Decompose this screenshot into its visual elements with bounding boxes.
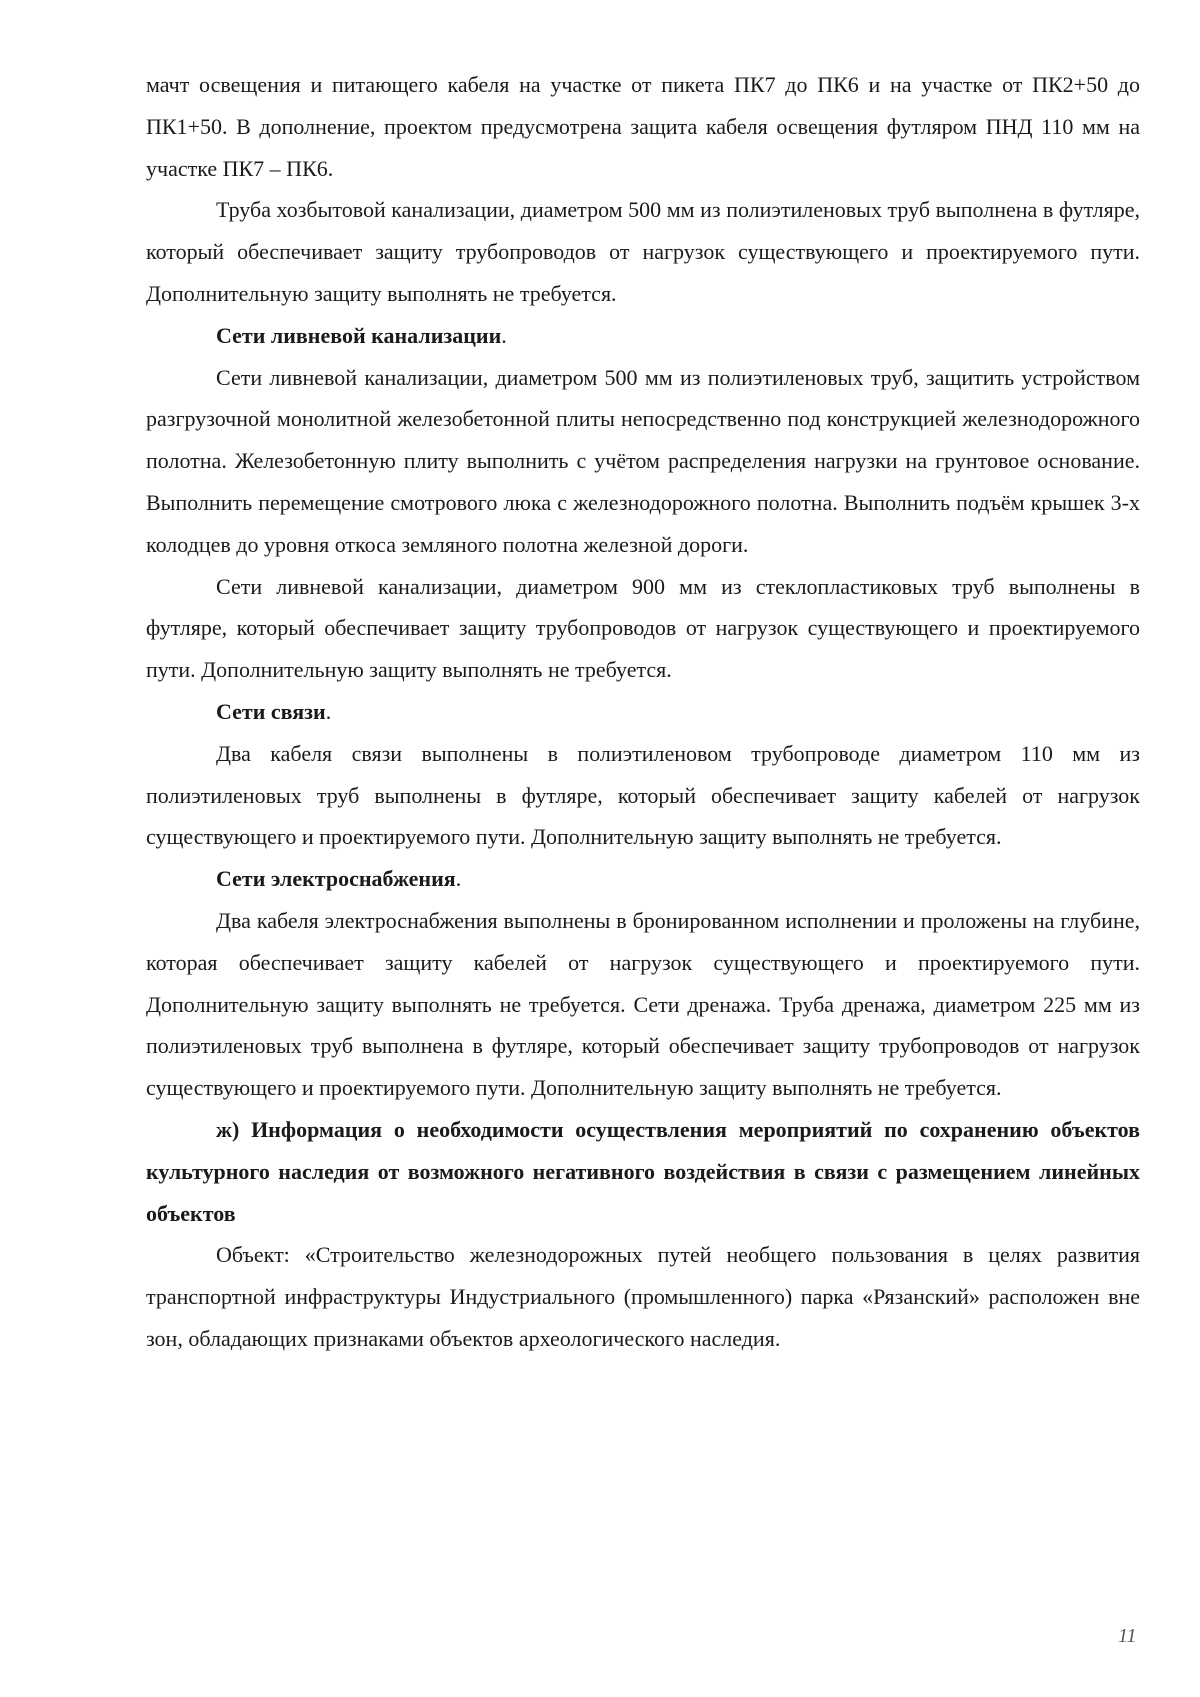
heading-communications-text: Сети связи bbox=[216, 698, 326, 724]
heading-cultural-heritage: ж) Информация о необходимости осуществления мероприятий по сохранению объектов культурного наследия от возможного негативного воздействия в связи с размещением линейных объектов bbox=[146, 1116, 1140, 1226]
paragraph-storm-sewer-500: Сети ливневой канализации, диаметром 500 мм из полиэтиленовых труб, защитить устройством разгрузочной монолитной железобетонной плиты непосредственно под конструкцией железнодорожного полотна. Железобетонную плиту выполнить с учётом распределения нагрузки на грунтовое основание. Выполнить перемещение смотрового люка с железнодорожного полотна. Выполнить подъём крышек 3-х колодцев до уровня откоса земляного полотна железной дороги. bbox=[146, 364, 1140, 557]
heading-power-supply bbox=[146, 858, 1140, 900]
heading-period: . bbox=[455, 866, 462, 892]
paragraph-storm-sewer-900: Сети ливневой канализации, диаметром 900 мм из стеклопластиковых труб выполнены в футляре, который обеспечивает защиту трубопроводов от нагрузок существующего и проектируемого пути. Дополнительную защиту выполнять не требуется. bbox=[146, 573, 1140, 683]
paragraph-object-location: Объект: «Строительство железнодорожных путей необщего пользования в целях развития транспортной инфраструктуры Индустриального (промышленного) парка «Рязанский» расположен вне зон, обладающих признаками объектов археологического наследия. bbox=[146, 1242, 1140, 1351]
page-number: 11 bbox=[1118, 1625, 1137, 1647]
paragraph-lighting-cable: мачт освещения и питающего кабеля на участке от пикета ПК7 до ПК6 и на участке от ПК2+50 до ПК1+50. В дополнение, проектом предусмотрена защита кабеля освещения футляром ПНД 110 мм на участке ПК7 – ПК6. bbox=[146, 72, 1140, 181]
heading-communications bbox=[146, 691, 1140, 733]
document-body bbox=[146, 64, 1140, 1360]
heading-power-supply-text: Сети электроснабжения bbox=[216, 866, 456, 892]
paragraph-power-cables: Два кабеля электроснабжения выполнены в бронированном исполнении и проложены на глубине, которая обеспечивает защиту кабелей от нагрузок существующего и проектируемого пути. Дополнительную защиту выполнять не требуется. Сети дренажа. Труба дренажа, диаметром 225 мм из полиэтиленовых труб выполнена в футляре, который обеспечивает защиту трубопроводов от нагрузок существующего и проектируемого пути. Дополнительную защиту выполнять не требуется. bbox=[146, 907, 1140, 1101]
paragraph-communications-cables: Два кабеля связи выполнены в полиэтиленовом трубопроводе диаметром 110 мм из полиэтиленовых труб выполнены в футляре, который обеспечивает защиту кабелей от нагрузок существующего и проектируемого пути. Дополнительную защиту выполнять не требуется. bbox=[146, 740, 1140, 850]
heading-period: . bbox=[501, 322, 507, 348]
heading-period: . bbox=[325, 698, 332, 724]
heading-storm-sewer bbox=[146, 315, 1140, 357]
paragraph-domestic-sewer: Труба хозбытовой канализации, диаметром 500 мм из полиэтиленовых труб выполнена в футляре, который обеспечивает защиту трубопроводов от нагрузок существующего и проектируемого пути. Дополнительную защиту выполнять не требуется. bbox=[146, 197, 1140, 306]
heading-storm-sewer-text: Сети ливневой канализации bbox=[216, 322, 502, 348]
